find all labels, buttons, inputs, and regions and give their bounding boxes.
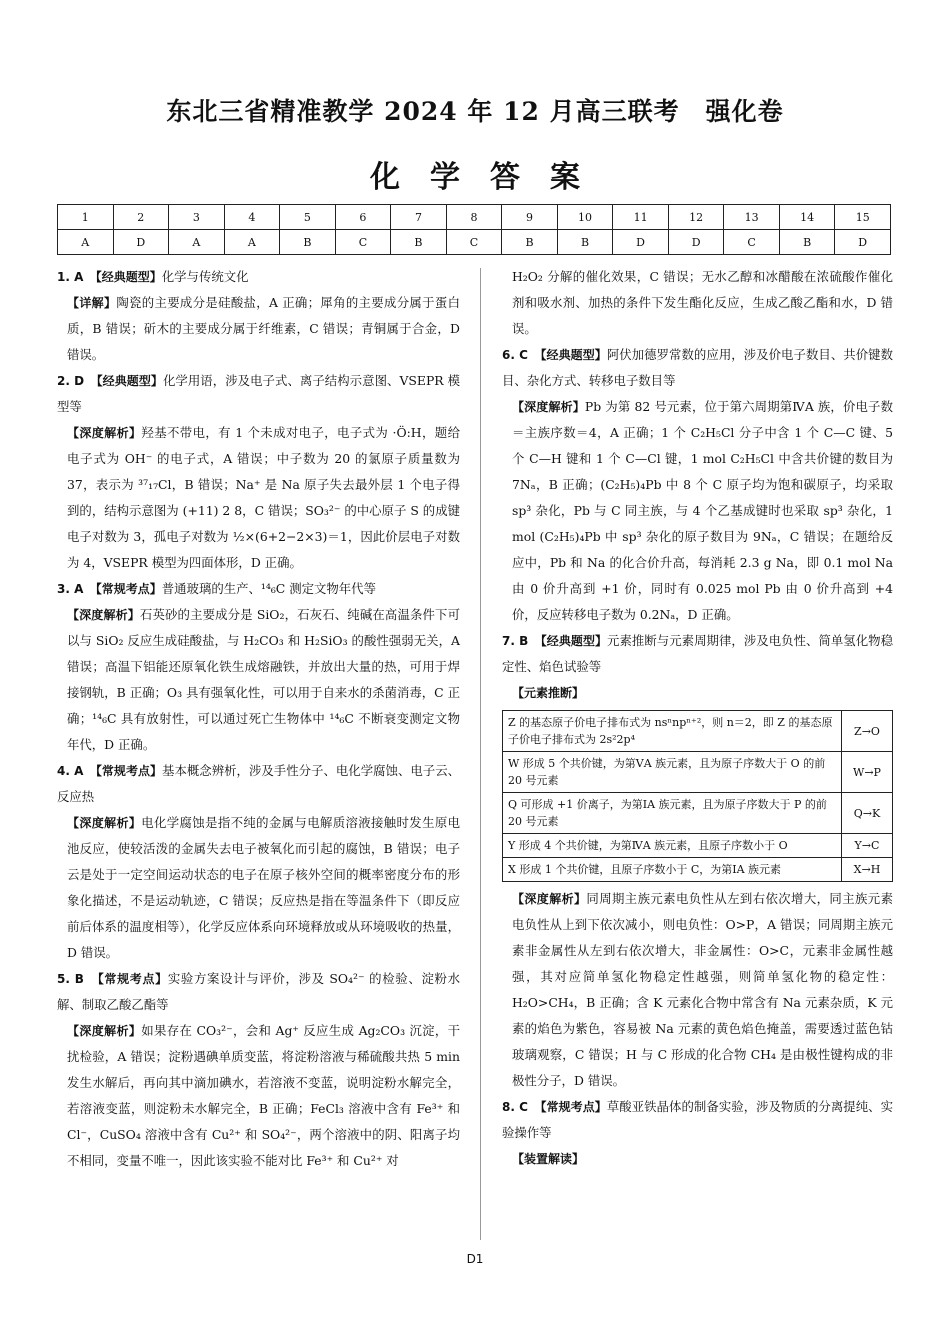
question-number: 4. A bbox=[57, 764, 84, 778]
answer-paragraph bbox=[502, 394, 893, 628]
answer-paragraph bbox=[502, 680, 893, 706]
section-tag: 【详解】 bbox=[67, 296, 117, 310]
section-tag: 【深度解析】 bbox=[67, 816, 142, 830]
answer-number-cell: 11 bbox=[613, 205, 669, 230]
section-tag: 【装置解读】 bbox=[512, 1152, 585, 1166]
answer-number-row bbox=[58, 205, 891, 230]
question-number: 8. C bbox=[502, 1100, 528, 1114]
answer-paragraph bbox=[57, 966, 460, 1018]
section-tag: 【经典题型】 bbox=[540, 348, 607, 362]
question-number: 6. C bbox=[502, 348, 528, 362]
element-description: X 形成 1 个共价键，且原子序数小于 C，为第ⅠA 族元素 bbox=[503, 858, 842, 882]
paragraph-text: 元素推断与元素周期律，涉及电负性、简单氢化物稳定性、焰色试验等 bbox=[502, 633, 894, 674]
question-number: 3. A bbox=[57, 582, 84, 596]
answer-number-cell: 4 bbox=[224, 205, 280, 230]
answer-paragraph bbox=[502, 264, 893, 342]
paragraph-text: 普通玻璃的生产、¹⁴₆C 测定文物年代等 bbox=[161, 581, 376, 596]
paragraph-text: Pb 为第 82 号元素，位于第六周期第ⅣA 族，价电子数＝主族序数＝4，A 正确；1 个 C₂H₅Cl 分子中含 1 个 C—C 键、5 个 C—H 键和 1 个 C—Cl 键，1 mol C₂H₅Cl 中含共价键的数目为 7Nₐ，B 正确；(C₂H₅)₄Pb 中 8 个 C 原子均为饱和碳原子，均采取 sp³ 杂化，Pb 与 C 同主族，与 4 个乙基成键时也采取 sp³ 杂化，1 mol (C₂H₅)₄Pb 中 sp³ 杂化的原子数目为 9Nₐ，C 错误；在题给反应中，Pb 和 Na 的化合价升高，每消耗 2.3 g Na，即 0.1 mol Na 由 0 价升高到 +1 价，同时有 0.025 mol Pb 由 0 价升高到 +4 价，反应转移电子数为 0.2Nₐ，D 正确。 bbox=[512, 399, 893, 622]
element-result: Z→O bbox=[842, 711, 893, 752]
answer-number-cell: 15 bbox=[835, 205, 891, 230]
answer-letter-cell: C bbox=[724, 230, 780, 255]
question-number: 5. B bbox=[57, 972, 84, 986]
question-number: 2. D bbox=[57, 374, 85, 388]
section-tag: 【常规考点】 bbox=[95, 764, 163, 778]
section-tag: 【常规考点】 bbox=[95, 582, 162, 596]
answer-letter-cell: A bbox=[169, 230, 225, 255]
answer-paragraph bbox=[57, 264, 460, 290]
answer-number-cell: 5 bbox=[280, 205, 336, 230]
element-result: X→H bbox=[842, 858, 893, 882]
section-tag: 【元素推断】 bbox=[512, 686, 585, 700]
element-description: Z 的基态原子价电子排布式为 nsⁿnpⁿ⁺²，则 n＝2，即 Z 的基态原子价电子排布式为 2s²2p⁴ bbox=[503, 711, 842, 752]
column-divider bbox=[480, 268, 481, 1240]
answer-paragraph bbox=[57, 368, 460, 420]
left-column bbox=[57, 264, 460, 1174]
section-tag: 【经典题型】 bbox=[96, 374, 163, 388]
answer-paragraph bbox=[57, 602, 460, 758]
element-row bbox=[503, 834, 893, 858]
element-description: Y 形成 4 个共价键，为第ⅣA 族元素，且原子序数小于 O bbox=[503, 834, 842, 858]
answer-paragraph bbox=[57, 420, 460, 576]
paragraph-text: 如果存在 CO₃²⁻，会和 Ag⁺ 反应生成 Ag₂CO₃ 沉淀，干扰检验，A 错误；淀粉遇碘单质变蓝，将淀粉溶液与稀硫酸共热 5 min 发生水解后，再向其中滴加碘水，若溶液不变蓝，说明淀粉水解完全，若溶液变蓝，则淀粉未水解完全，B 正确；FeCl₃ 溶液中含有 Fe³⁺ 和 Cl⁻，CuSO₄ 溶液中含有 Cu²⁺ 和 SO₄²⁻，两个溶液中的阴、阳离子均不相同，变量不唯一，因此该实验不能对比 Fe³⁺ 和 Cu²⁺ 对 bbox=[67, 1023, 460, 1168]
element-row bbox=[503, 858, 893, 882]
question-number: 7. B bbox=[502, 634, 529, 648]
answer-letter-cell: A bbox=[224, 230, 280, 255]
answer-number-cell: 6 bbox=[335, 205, 391, 230]
answer-paragraph bbox=[57, 758, 460, 810]
paragraph-text: 同周期主族元素电负性从左到右依次增大，同主族元素电负性从上到下依次减小，则电负性：O>P，A 错误；同周期主族元素非金属性从左到右依次增大，非金属性：O>C，元素非金属性越强，其对应简单氢化物稳定性越强，则简单氢化物的稳定性：H₂O>CH₄，B 正确；含 K 元素化合物中常含有 Na 元素杂质，K 元素的焰色为紫色，容易被 Na 元素的黄色焰色掩盖，需要透过蓝色钴玻璃观察，C 错误；H 与 C 形成的化合物 CH₄ 是由极性键构成的非极性分子，D 错误。 bbox=[512, 891, 893, 1088]
element-row bbox=[503, 711, 893, 752]
answer-paragraph bbox=[502, 342, 893, 394]
section-tag: 【深度解析】 bbox=[67, 1024, 142, 1038]
answer-paragraph bbox=[502, 886, 893, 1094]
section-tag: 【深度解析】 bbox=[512, 400, 585, 414]
answer-number-cell: 9 bbox=[502, 205, 558, 230]
answer-number-cell: 13 bbox=[724, 205, 780, 230]
element-inference-table bbox=[502, 710, 893, 882]
answer-letter-cell: D bbox=[835, 230, 891, 255]
paragraph-text: H₂O₂ 分解的催化效果，C 错误；无水乙醇和冰醋酸在浓硫酸作催化剂和吸水剂、加热的条件下发生酯化反应，生成乙酸乙酯和水，D 错误。 bbox=[512, 269, 893, 336]
paragraph-text: 电化学腐蚀是指不纯的金属与电解质溶液接触时发生原电池反应，使较活泼的金属失去电子被氧化而引起的腐蚀，B 错误；电子云是处于一定空间运动状态的电子在原子核外空间的概率密度分布的形象化描述，不是运动轨迹，C 错误；反应热是指在等温条件下（即反应前后体系的温度相等），化学反应体系向环境释放或从环境吸收的热量，D 错误。 bbox=[67, 815, 460, 960]
element-result: Y→C bbox=[842, 834, 893, 858]
page-number: D1 bbox=[466, 1252, 484, 1266]
page-subtitle: 化学答案 bbox=[370, 160, 610, 195]
answer-letter-cell: B bbox=[502, 230, 558, 255]
answer-letter-cell: D bbox=[668, 230, 724, 255]
answer-number-cell: 2 bbox=[113, 205, 169, 230]
answer-letter-row bbox=[58, 230, 891, 255]
answer-letter-cell: B bbox=[391, 230, 447, 255]
paragraph-text: 基本概念辨析，涉及手性分子、电化学腐蚀、电子云、反应热 bbox=[57, 763, 461, 804]
answer-paragraph bbox=[57, 576, 460, 602]
question-number: 1. A bbox=[57, 270, 84, 284]
section-tag: 【深度解析】 bbox=[67, 426, 142, 440]
element-description: W 形成 5 个共价键，为第ⅤA 族元素，且为原子序数大于 O 的前 20 号元素 bbox=[503, 752, 842, 793]
answer-letter-cell: C bbox=[446, 230, 502, 255]
paragraph-text: 草酸亚铁晶体的制备实验，涉及物质的分离提纯、实验操作等 bbox=[502, 1099, 894, 1140]
answer-letter-cell: A bbox=[58, 230, 114, 255]
element-result: Q→K bbox=[842, 793, 893, 834]
answer-number-cell: 12 bbox=[668, 205, 724, 230]
answer-number-cell: 14 bbox=[779, 205, 835, 230]
answer-number-cell: 7 bbox=[391, 205, 447, 230]
answer-number-cell: 10 bbox=[557, 205, 613, 230]
answer-number-cell: 3 bbox=[169, 205, 225, 230]
answer-letter-cell: D bbox=[613, 230, 669, 255]
answer-table bbox=[57, 204, 891, 255]
paragraph-text: 实验方案设计与评价，涉及 SO₄²⁻ 的检验、淀粉水解、制取乙酸乙酯等 bbox=[57, 971, 460, 1012]
page-title: 东北三省精准教学 2024 年 12 月高三联考 强化卷 bbox=[166, 97, 784, 126]
section-tag: 【深度解析】 bbox=[67, 608, 140, 622]
element-row bbox=[503, 752, 893, 793]
answer-letter-cell: C bbox=[335, 230, 391, 255]
answer-paragraph bbox=[57, 1018, 460, 1174]
paragraph-text: 化学与传统文化 bbox=[161, 269, 249, 284]
paragraph-text: 化学用语，涉及电子式、离子结构示意图、VSEPR 模型等 bbox=[57, 373, 460, 414]
answer-letter-cell: D bbox=[113, 230, 169, 255]
section-tag: 【经典题型】 bbox=[540, 634, 608, 648]
paragraph-text: 羟基不带电，有 1 个未成对电子，电子式为 ·Ö:H，题给电子式为 OH⁻ 的电子式，A 错误；中子数为 20 的氯原子质量数为 37，表示为 ³⁷₁₇Cl，B 错误；Na⁺ 是 Na 原子失去最外层 1 个电子得到的，结构示意图为 (+11) 2 8，C 错误；SO₃²⁻ 的中心原子 S 的成键电子对数为 3，孤电子对数为 ½×(6+2−2×3)＝1，因此价层电子对数为 4，VSEPR 模型为四面体形，D 正确。 bbox=[67, 425, 460, 570]
section-tag: 【常规考点】 bbox=[97, 972, 168, 986]
paragraph-text: 石英砂的主要成分是 SiO₂，石灰石、纯碱在高温条件下可以与 SiO₂ 反应生成硅酸盐，与 H₂CO₃ 和 H₂SiO₃ 的酸性强弱无关，A 错误；高温下铝能还原氧化铁生成熔融铁，并放出大量的热，可用于焊接钢轨，B 正确；O₃ 具有强氧化性，可以用于自来水的杀菌消毒，C 正确；¹⁴₆C 具有放射性，可以通过死亡生物体中 ¹⁴₆C 不断衰变测定文物年代，D 正确。 bbox=[67, 607, 460, 752]
paragraph-text: 陶瓷的主要成分是硅酸盐，A 正确；犀角的主要成分属于蛋白质，B 错误；斫木的主要成分属于纤维素，C 错误；青铜属于合金，D 错误。 bbox=[67, 295, 460, 362]
answer-number-cell: 8 bbox=[446, 205, 502, 230]
section-tag: 【常规考点】 bbox=[540, 1100, 607, 1114]
section-tag: 【深度解析】 bbox=[512, 892, 587, 906]
answer-paragraph bbox=[502, 628, 893, 680]
right-column bbox=[502, 264, 893, 1172]
answer-letter-cell: B bbox=[280, 230, 336, 255]
answer-paragraph bbox=[57, 810, 460, 966]
answer-paragraph bbox=[502, 1146, 893, 1172]
answer-paragraph bbox=[502, 1094, 893, 1146]
answer-letter-cell: B bbox=[557, 230, 613, 255]
paragraph-text: 阿伏加德罗常数的应用，涉及价电子数目、共价键数目、杂化方式、转移电子数目等 bbox=[502, 347, 894, 388]
section-tag: 【经典题型】 bbox=[95, 270, 162, 284]
answer-paragraph bbox=[57, 290, 460, 368]
answer-letter-cell: B bbox=[779, 230, 835, 255]
element-row bbox=[503, 793, 893, 834]
element-result: W→P bbox=[842, 752, 893, 793]
answer-number-cell: 1 bbox=[58, 205, 114, 230]
element-description: Q 可形成 +1 价离子，为第ⅠA 族元素，且为原子序数大于 P 的前 20 号元素 bbox=[503, 793, 842, 834]
